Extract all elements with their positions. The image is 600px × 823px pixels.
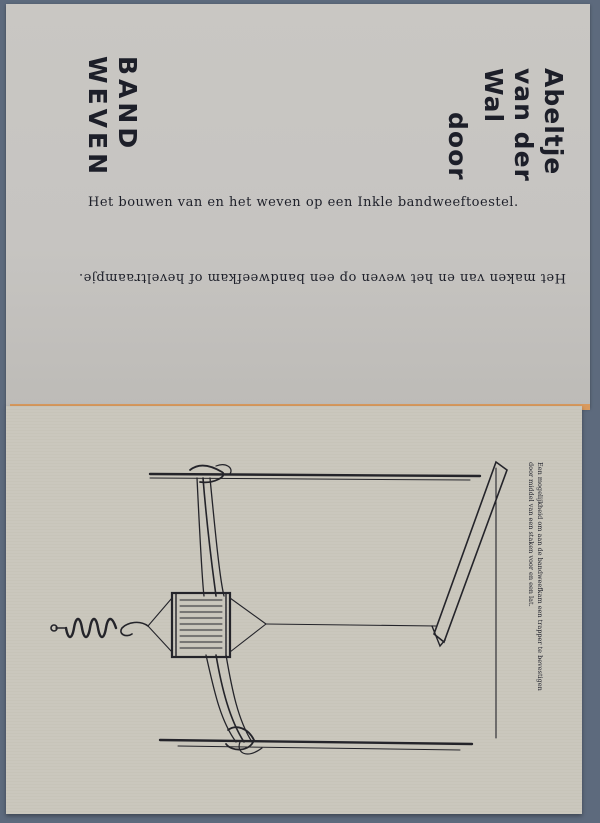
author-line-4: Wal — [479, 68, 508, 124]
author-line-door: door — [443, 112, 472, 181]
caption-line-1: Een mogelijkheid om aan de bandweefkam een trapper te bevestigen — [536, 462, 544, 691]
author-line-2: Abeltje — [539, 68, 568, 176]
caption-line-2: door middel van een staken voor en een lat. — [527, 462, 535, 607]
subtitle-bandweefkam: Het maken van en het weven op een bandweefkam of heveltraampje. — [78, 270, 566, 285]
subtitle-inkle: Het bouwen van en het weven op een Inkle bandweeftoestel. — [88, 195, 519, 210]
illustration-caption — [526, 462, 544, 691]
title-line-1: BAND — [113, 56, 142, 153]
author-line-3: van der — [509, 68, 538, 182]
loom-drawing — [51, 462, 507, 754]
title-line-2: WEVEN — [83, 56, 112, 179]
